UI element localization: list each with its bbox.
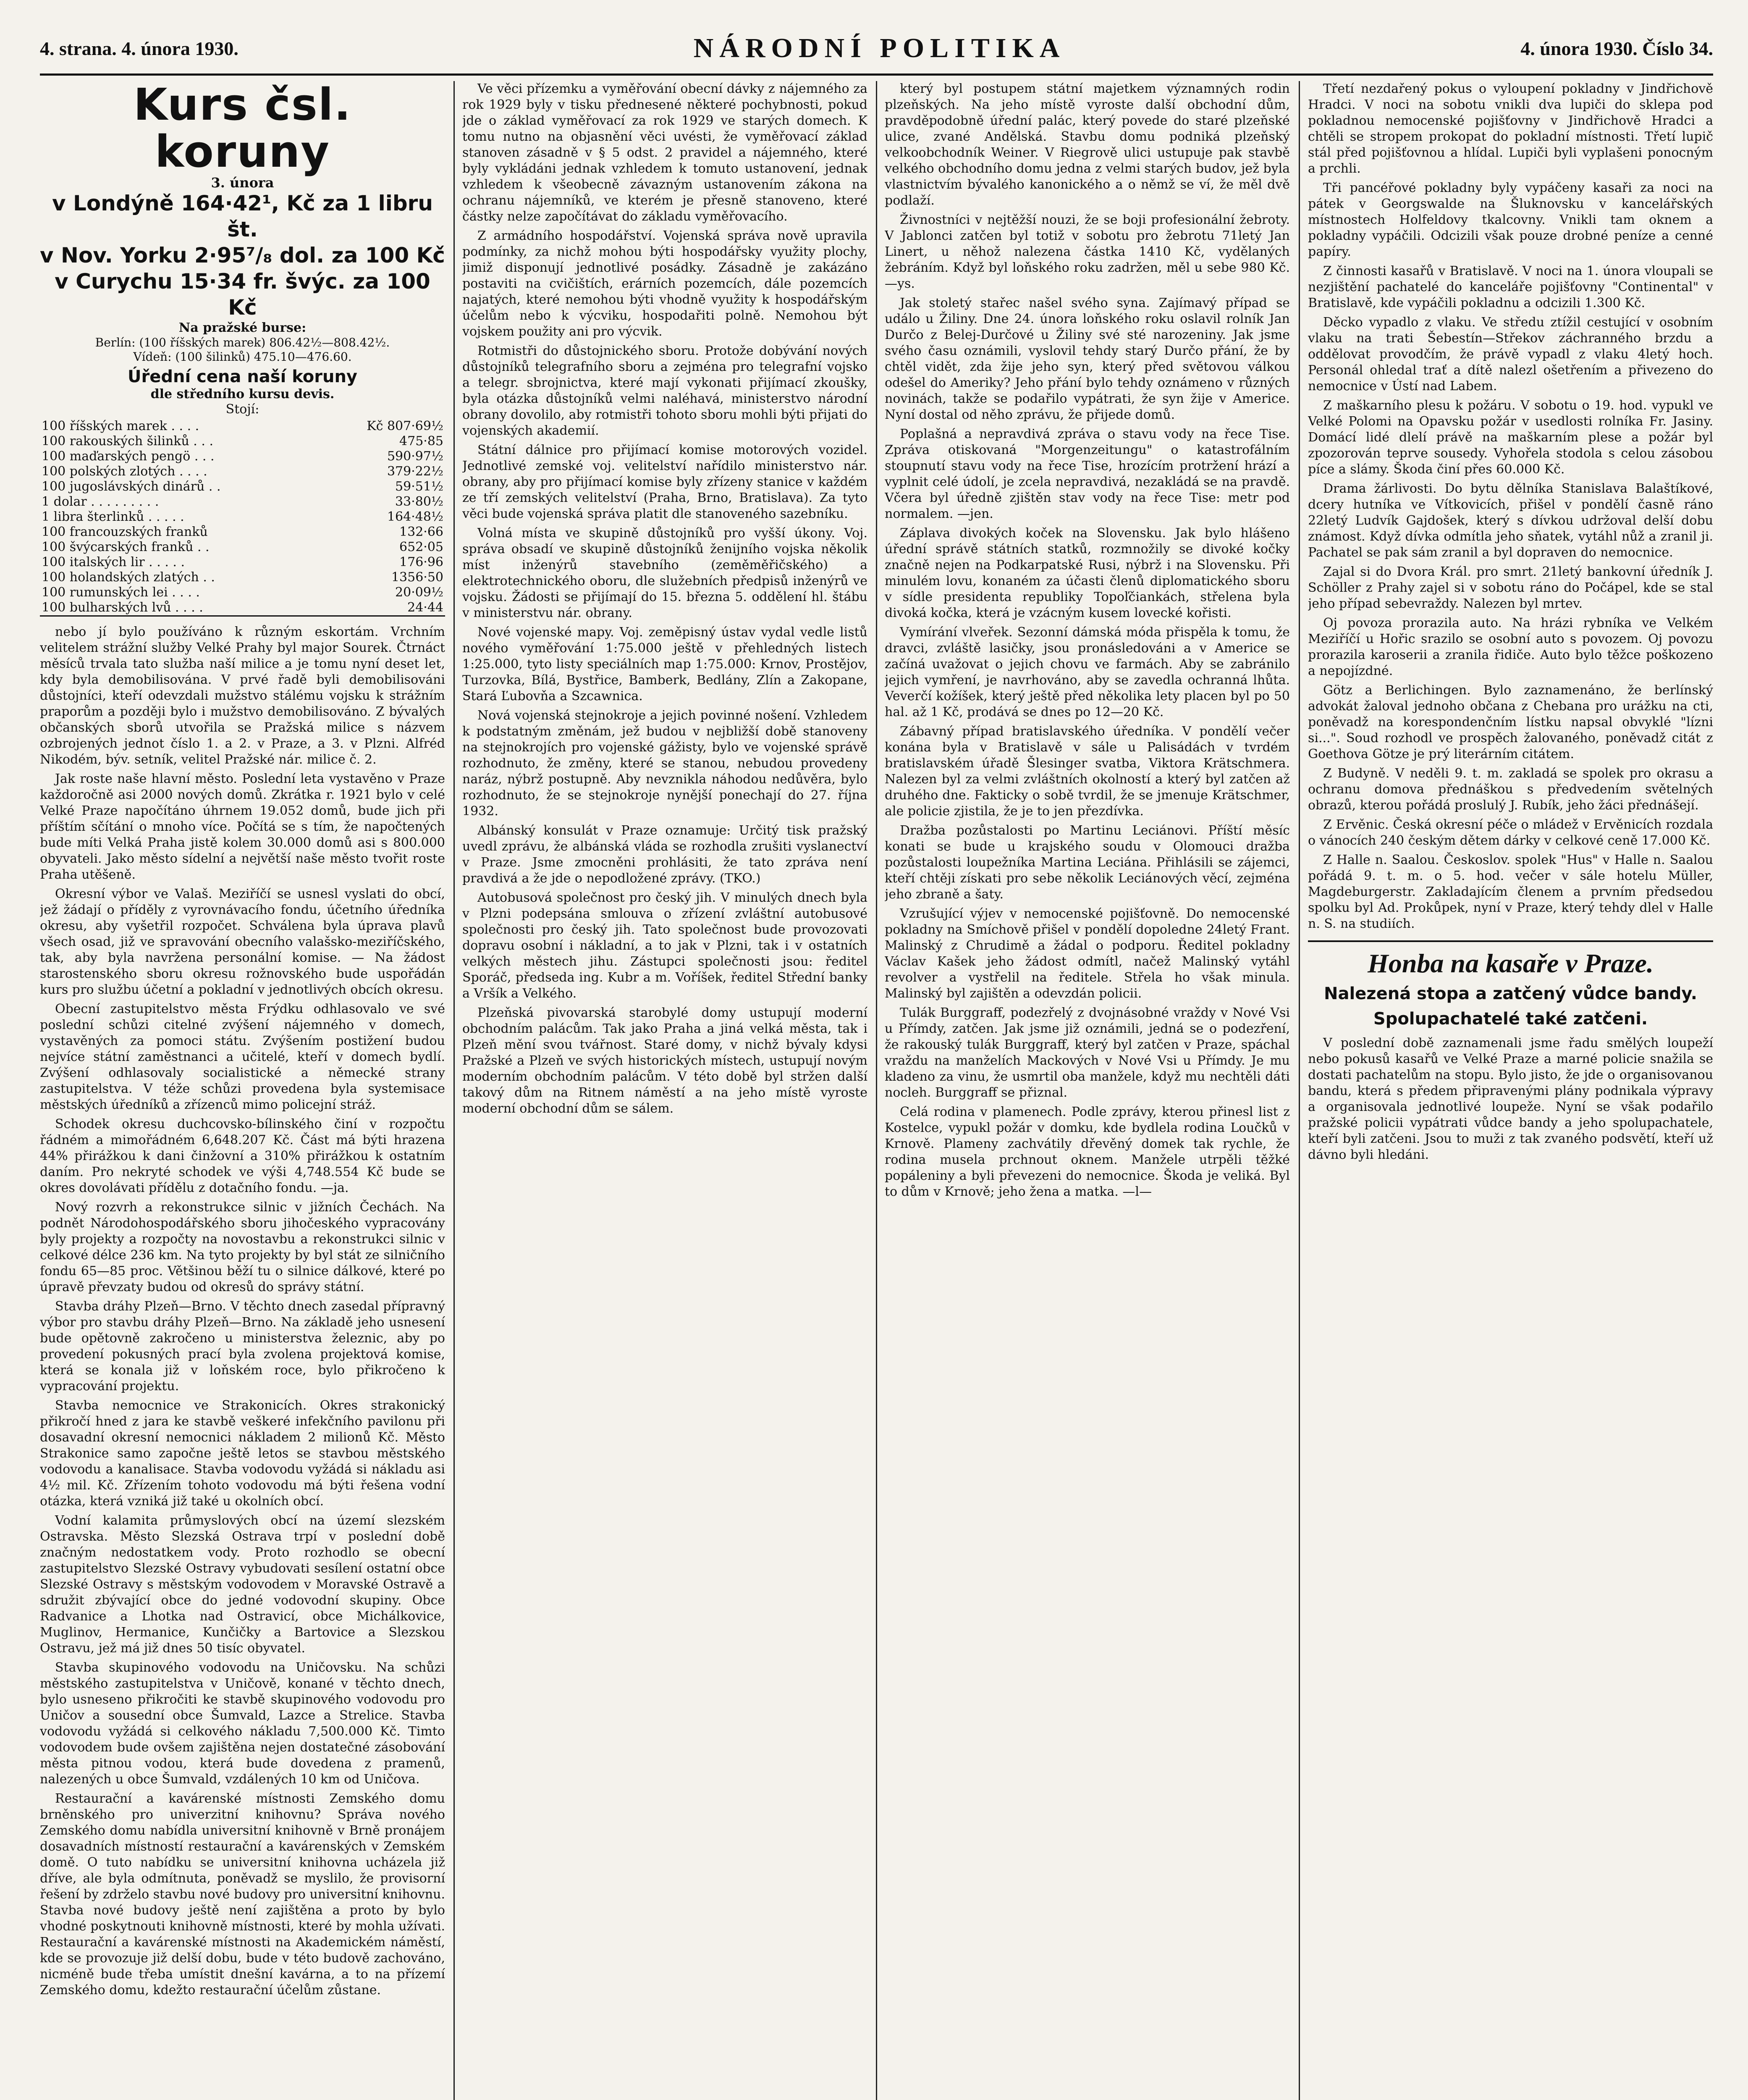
feature-subheadline-2: Spolupachatelé také zatčeni. <box>1373 1009 1648 1029</box>
article-paragraph: Jak roste naše hlavní město. Poslední leta vystavěno v Praze každoročně asi 2000 nových domů. Zkrátka r. 1921 bylo v celé Velké Praze napočítáno úhrnem 19.052 domů, bude jich při příštím sčítání o mnoho více. Počítá se s tím, že napočtených bude míti Velká Praha jistě kolem 30.000 domů asi s 800.000 obyvateli. Jako město sídelní a největší naše město tvořit roste Praha utěšeně. <box>40 772 445 882</box>
article-paragraph: Zajal si do Dvora Král. pro smrt. 21letý bankovní úředník J. Schöller z Prahy zajel si v sobotu ráno do Počápel, kde se stal jeho případ sebevraždy. Nalezen byl mrtev. <box>1308 564 1713 611</box>
official-price-subheading: dle středního kursu devis. <box>150 387 335 402</box>
rate-row <box>40 555 445 570</box>
kurs-zurich: v Curychu 15·34 fr. švýc. za 100 Kč <box>55 269 430 320</box>
page-number-date: 4. strana. 4. února 1930. <box>40 37 238 59</box>
rate-row <box>40 509 445 525</box>
article-paragraph: Děcko vypadlo z vlaku. Ve středu ztížil cestující v osobním vlaku na trati Šebestín—Střekov záchranného brzdu a oddělovat provodčím, že právě vypadl z vlaku 4letý hoch. Personál ohledal trať a dítě nalezl ošetřením a přivezeno do nemocnice v Ústí nad Labem. <box>1308 315 1713 394</box>
rate-currency: 100 švýcarských franků . . <box>42 540 210 554</box>
column-3-articles <box>885 81 1290 1200</box>
rate-value: 20·09½ <box>395 585 443 600</box>
rate-value: 33·80½ <box>395 494 443 509</box>
rate-row <box>40 419 445 434</box>
rate-currency: 100 maďarských pengö . . . <box>42 449 215 464</box>
article-paragraph: Poplašná a nepravdivá zpráva o stavu vody na řece Tise. Zpráva otiskovaná "Morgenzeitungu" o katastrofálním stoupnutí stavu vody na řece Tise, hrozícím protržení hrází a vyplnit celé údolí, je zcela nepravdivá, nezakládá se na pravdě. Včera byl úředně zjištěn stav vody na řece Tise: metr pod normalem. —jen. <box>885 427 1290 521</box>
feature-text: V poslední době zaznamenali jsme řadu smělých loupeží nebo pokusů kasařů ve Velké Praze a marné policie snažila se dostati pachatelům na stopu. Bylo jisto, že jde o organisovanou bandu, která s předem připravenými plány podnikala výpravy a organisovala jednotlivé loupeže. Nyní se však podařilo pražské policii vypátrati vůdce bandy a jeho spolupachatele, kteří byli zatčeni. Jsou to muži z tak zvaného podsvětí, kteří už dávno byli hledáni. <box>1308 1036 1713 1162</box>
article-paragraph: nebo jí bylo používáno k různým eskortám. Vrchním velitelem strážní služby Velké Prahy byl major Sourek. Čtrnáct měsíců trvala tato služba naší milice a je tomu nyní deset let, kdy byla demobilisována. V prvé řadě byli demobilisováni důstojníci, kteří odevzdali mužstvo stálému vojsku k strážním praporům a později bylo i mužstvo demobilisováno. Z bývalých občanských sborů utvořila se Pražská milice s názvem ozbrojených jednot číslo 1. a 2. v Praze, a 3. v Plzni. Alfréd Nikodém, býv. setník, velitel Pražské nár. milice č. 2. <box>40 625 445 767</box>
feature-headline: Honba na kasaře v Praze. <box>1368 948 1654 978</box>
article-paragraph: Tři pancéřové pokladny byly vypáčeny kasaři za noci na pátek v Georgswalde na Šluknovsku v kancelářských místnostech Holfeldovy tkalcovny. Vnikli tam oknem a pokladny vypáčili. Odcizili však pouze drobné peníze a cenné papíry. <box>1308 181 1713 259</box>
rate-value: 164·48½ <box>387 509 443 524</box>
article-paragraph: Z Ervěnic. Česká okresní péče o mládež v Ervěnicích rozdala o vánocích 240 českým dětem dárky v celkové ceně 17.000 Kč. <box>1308 817 1713 848</box>
kurs-heading: Kurs čsl. koruny <box>134 81 351 177</box>
rate-value: 1356·50 <box>391 570 443 585</box>
article-paragraph: Drama žárlivosti. Do bytu dělníka Stanislava Balaštíkové, dcery hutníka ve Vítkovicích, přišel v pondělí časně ráno 22letý Ludvík Gajdošek, který s dívkou udržoval delší dobu známost. Když dívka odmítla jeho sňatek, vytáhl nůž a zranil ji. Pachatel se pak sám zranil a byl dopraven do nemocnice. <box>1308 481 1713 560</box>
rate-value: 24·44 <box>407 600 443 615</box>
rate-value: Kč 807·69½ <box>367 419 443 433</box>
article-paragraph: Z Halle n. Saalou. Českoslov. spolek "Hus" v Halle n. Saalou pořádá 9. t. m. o 5. hod. večer v sále hotelu Müller, Magdeburgerstr. Zakladajícím členem a prvním předsedou spolku byl Ad. Prokůpek, nyní v Praze, který tehdy dlel v Halle n. S. na studiích. <box>1308 853 1713 931</box>
article-paragraph: Z činnosti kasařů v Bratislavě. V noci na 1. února vloupali se nezjištění pachatelé do kanceláře pojišťovny "Continental" v Bratislavě, kde vypáčili pokladnu a odcizili 1.300 Kč. <box>1308 264 1713 310</box>
rate-value: 475·85 <box>399 434 443 449</box>
column-4 <box>1308 81 1713 2100</box>
exchange-rate-table <box>40 419 445 617</box>
rate-currency: 100 rakouských šilinků . . . <box>42 434 213 449</box>
rate-row <box>40 479 445 494</box>
article-paragraph: Ve věci přízemku a vyměřování obecní dávky z nájemného za rok 1929 byly v tisku přednesené některé pochybnosti, pokud jde o základ vyměřovací za rok 1929 ve starých domech. K tomu nutno na objasnění věci uvésti, že vyměřovací základ stanoven zásadně v § 5 odst. 2 pravidel a nájemného, které byly vykládáni jednak vzhledem k tomuto ustanovení, jednak vzhledem k všeobecně závazným ustanovením zákona na ochranu nájemníků, ve kterém je přesně stanoveno, které částky nelze započítávat do základu vyměřovacího. <box>462 81 867 224</box>
rate-currency: 100 jugoslávských dinárů . . <box>42 479 221 494</box>
column-2-articles <box>462 81 867 1117</box>
rate-value: 176·96 <box>399 555 443 570</box>
article-paragraph: Stavba skupinového vodovodu na Uničovsku. Na schůzi městského zastupitelstva v Uničově, konané v těchto dnech, bylo usneseno přikročiti ke stavbě skupinového vodovodu pro Uničov a sousední obce Šumvald, Lazce a Strelice. Stavba vodovodu vyžádá si celkového nákladu 7,500.000 Kč. Timto vodovodem bude ovšem zajištěna nejen dostatečné zásobování města pitnou vodou, která bude dovedena z pramenů, nalezených u obce Šumvald, vzdálených 10 km od Uničova. <box>40 1660 445 1787</box>
rate-currency: 100 polských zlotých . . . . <box>42 464 207 479</box>
article-paragraph: Oj povoza prorazila auto. Na hrázi rybníka ve Velkém Meziříčí u Hořic srazilo se osobní auto s povozem. Oj povozu prorazila karoserii a zranila řidiče. Auto bylo těžce poškozeno a nepojízdné. <box>1308 616 1713 678</box>
kurs-london: v Londýně 164·42¹, Kč za 1 libru št. <box>52 191 433 242</box>
rate-currency: 100 holandských zlatých . . <box>42 570 215 585</box>
article-paragraph: Živnostníci v nejtěžší nouzi, že se boji profesionální žebroty. V Jablonci zatčen byl totiž v sobotu pro žebrotu 71letý Jan Linert, u něhož nalezena částka 1410 Kč, vydělaných žebráním. Když byl loňského roku zadržen, měl u sebe 980 Kč. —ys. <box>885 213 1290 291</box>
article-paragraph: Z armádního hospodářství. Vojenská správa nově upravila podmínky, za nichž mohou býti hospodářsky využity plochy, jimiž disponují jednotlivé posádky. Zásadně je zakázáno postaviti na cvičištích, erárních pozemcích, dále pozemcích najatých, které nemohou býti vhodně využity k hospodářským účelům nebo k výcviku, hospodařiti polně. Nemohou být vojskem použity ani pro výcvik. <box>462 228 867 339</box>
rate-currency: 1 dolar . . . . . . . . . <box>42 494 159 509</box>
article-paragraph: Götz a Berlichingen. Bylo zaznamenáno, že berlínský advokát žaloval jednoho občana z Chebana pro urážku na cti, poněvadž na korespondenčním lístku napsal obvyklé "lízni si...". Soud rozhodl ve prospěch žalovaného, poněvadž citát z Goethova Götze je prý literárním citátem. <box>1308 683 1713 761</box>
article-paragraph: Schodek okresu duchcovsko-bílinského činí v rozpočtu řádném a mimořádném 6,648.207 Kč. Část má býti hrazena 44% přirážkou k dani činžovní a 310% přirážkou k ostatním daním. Pro nekryté schodek ve výši 4,748.554 Kč bude se okres dovolávati přídělu z dotačního fondu. —ja. <box>40 1117 445 1195</box>
article-paragraph: Nové vojenské mapy. Voj. zeměpisný ústav vydal vedle listů nového vyměřování 1:75.000 ještě v přehledných listech 1:25.000, tyto listy speciálních map 1:75.000: Krnov, Prostějov, Turzovka, Bílá, Bystřice, Bamberk, Bedlány, Zlín a Zakopane, Stará Ľubovňa a Szcawnica. <box>462 625 867 704</box>
article-paragraph: Obecní zastupitelstvo města Frýdku odhlasovalo ve své poslední schůzi citelné zvýšení nájemného v domech, vystavěných za pomoci státu. Zvýšením postižení budou nejvíce státní zaměstnanci a učitelé, kteří v domech bydlí. Zvýšení odhlasovaly socialistické a německé strany zastupitelstva. V téže schůzi provedena byla systemisace městských úředníků a zřízenců mimo policejní stráž. <box>40 1002 445 1112</box>
rate-currency: 100 říšských marek . . . . <box>42 419 199 433</box>
rate-value: 379·22½ <box>387 464 443 479</box>
rate-row <box>40 600 445 616</box>
article-paragraph: Zábavný případ bratislavského úředníka. V pondělí večer konána byla v Bratislavě v sále u Palisádách v tvrdém bratislavském úřadě Šlesinger svatba, Viktora Krätschmera. Nalezen byl za velmi zvláštních okolností a který byl zatčen až druhého dne. Fakticky o sobě tvrdil, že se jmenuje Krätschmer, ale policie zjistila, že je to jen přezdívka. <box>885 724 1290 819</box>
article-paragraph: Nová vojenská stejnokroje a jejich povinné nošení. Vzhledem k podstatným změnám, jež budou v nejbližší době stanoveny na stejnokrojích pro vojenské gážisty, bylo ve vojenské správě rozhodnuto, že změny, které se stanou, nebudou provedeny naráz, nýbrž postupně. Aby nevznikla náhodou nedůvěra, bylo rozhodnuto, že se stejnokroje nynější ponechají do 27. října 1932. <box>462 708 867 819</box>
rate-currency: 100 francouzských franků <box>42 525 208 539</box>
article-paragraph: Restaurační a kavárenské místnosti Zemského domu brněnského pro univerzitní knihovnu? Správa nového Zemského domu nabídla universitní knihovně v Brně pronájem dosavadních místností restaurační a kavárenských v Zemském domě. O tuto nabídku se universitní knihovna ucházela již dříve, ale byla odmítnuta, poněvadž se myslilo, že provisorní řešení by zdrželo stavbu nové budovy pro universitní knihovnu. Stavba nové budovy ještě není zajištěna a proto by bylo vhodné poskytnouti knihovně místnosti, které by mohla užívati. Restaurační a kavárenské místnosti na Akademickém náměstí, kde se provozuje již delší dobu, bude v této budově zachováno, nicméně bude třeba umístit dnešní kavárna, a to na přízemí Zemského domu, kdežto restaurační účelům zůstane. <box>40 1791 445 1998</box>
article-paragraph: Z Budyně. V neděli 9. t. m. zakladá se spolek pro okrasu a ochranu domova přednáškou s předvedením světelných obrazů, kterou pořádá proslulý J. Rubík, jeho žáci přednášejí. <box>1308 766 1713 813</box>
article-paragraph: Vzrušující výjev v nemocenské pojišťovně. Do nemocenské pokladny na Smíchově přišel v pondělí dopoledne 24letý Frant. Malinský z Chrudimě a žádal o podporu. Ředitel pokladny Václav Kašek jeho žádost odmítl, načež Malinský vytáhl revolver a vystřelil na ředitele. Střela ho však minula. Malinský byl zajištěn a odevzdán policii. <box>885 906 1290 1001</box>
column-3 <box>885 81 1290 2100</box>
kurs-vienna: Vídeň: (100 šilinků) 475.10—476.60. <box>133 350 352 364</box>
kurs-berlin: Berlín: (100 říšských marek) 806.42½—808.42½. <box>95 336 390 349</box>
masthead <box>40 23 1713 76</box>
rate-value: 652·05 <box>399 540 443 554</box>
official-price-heading: Úřední cena naší koruny <box>128 367 357 386</box>
kurs-newyork: v Nov. Yorku 2·95⁷/₈ dol. za 100 Kč <box>40 243 445 268</box>
article-paragraph: Stavba dráhy Plzeň—Brno. V těchto dnech zasedal přípravný výbor pro stavbu dráhy Plzeň—Brno. Na základě jeho usnesení bude opětovně zakročeno u ministerstva železnic, aby po provedení pokusných prací byla zvolena projektová komise, která se konala již v loňském roce, bylo přikročeno k vypracování projektu. <box>40 1299 445 1394</box>
rate-row <box>40 494 445 509</box>
article-paragraph: který byl postupem státní majetkem významných rodin plzeňských. Na jeho místě vyroste další obchodní dům, pravděpodobně úřední palác, který povede do staré plzeňské ulice, zvané Andělská. Stavbu domu podniká plzeňský velkoobchodník Weiner. V Riegrově ulici ustupuje pak stavbě velkého obchodního domu jedna z velmi starých budov, jež byla vlastnictvím bývalého kanonického a o němž se ví, že měl dvě podlaží. <box>885 81 1290 208</box>
kurs-date: 3. února <box>211 175 274 191</box>
article-paragraph: Třetí nezdařený pokus o vyloupení pokladny v Jindřichově Hradci. V noci na sobotu vnikli dva lupiči do sklepa pod pokladnou nemocenské pojišťovny v Jindřichově Hradci a chtěli se stropem prokopat do pokladní místnosti. Třetí lupič stál před pojišťovnou a hlídal. Lupiči byli vyplašeni ponocným a prchli. <box>1308 81 1713 176</box>
column-1-articles <box>40 624 445 1998</box>
article-paragraph: Celá rodina v plamenech. Podle zprávy, kterou přinesl list z Kostelce, vypukl požár v domku, kde bydlela rodina Loučků v Krnově. Plameny zachvátily dřevěný domek tak rychle, že rodina musela prchnout oknem. Manžele utrpěli těžké popáleniny a byli převezeni do nemocnice. Škoda je veliká. Byl to dům v Krnově; jeho žena a matka. —l— <box>885 1105 1290 1199</box>
kurs-burse: Na pražské burse: <box>178 320 307 335</box>
rate-value: 132·66 <box>399 525 443 539</box>
rate-currency: 100 rumunských lei . . . . <box>42 585 200 600</box>
article-paragraph: Z maškarního plesu k požáru. V sobotu o 19. hod. vypukl ve Velké Polomi na Opavsku požár v usedlosti rolníka Fr. Jasiny. Domácí lidé dlelí právě na maškarním plese a požár byl zpozorován teprve sousedy. Vyhořela stodola s celou zásobou píce a slámy. Škoda činí přes 60.000 Kč. <box>1308 398 1713 477</box>
rate-currency: 100 italských lir . . . . . <box>42 555 185 570</box>
newspaper-page <box>40 23 1713 2100</box>
article-paragraph: Státní dálnice pro přijímací komise motorových vozidel. Jednotlivé zemské voj. velitelství nařídilo ministerstvo nár. obrany, aby pro přijímací komise byly zřízeny stanice v každém ze tří zemských velitelství (Praha, Brno, Bratislava). Za tyto věci bude vojenská správa platit dle stanoveného sazebníku. <box>462 443 867 521</box>
article-paragraph: Vymírání vlveřek. Sezonní dámská móda přispěla k tomu, že dravci, zvláště lasičky, jsou pronásledováni a v Americe se začíná uvažovat o jejich chovu ve farmách. Aby se zabránilo jejich vymření, je navrhováno, aby se zavedla ochranná lhůta. Veverčí kožíšek, který ještě před několika lety placen byl po 50 hal. až 1 Kč, prodává se dnes po 12—20 Kč. <box>885 625 1290 719</box>
article-paragraph: Nový rozvrh a rekonstrukce silnic v jižních Čechách. Na podnět Národohospodářského sboru jihočeského vypracovány byly projekty a rozpočty na novostavbu a rekonstrukci silnic v celkové délce 236 km. Na tyto projekty by byl stát ze silničního fondu 65—85 proc. Většinou běží tu o silnice dálkové, které po úpravě převzaty budou od okresů do správy státní. <box>40 1200 445 1294</box>
rate-currency: 100 bulharských lvů . . . . <box>42 600 203 615</box>
feature-subheadline-1: Nalezená stopa a zatčený vůdce bandy. <box>1324 984 1697 1003</box>
article-paragraph: Autobusová společnost pro český jih. V minulých dnech byla v Plzni podepsána smlouva o zřízení zvláštní autobusové společnosti pro český jih. Tato společnost bude provozovati dopravu osobní i nákladní, a to jak v Plzni, tak i v ostatních velkých městech jihu. Zástupci společnosti jsou: ředitel Sporáč, předseda ing. Kubr a m. Voříšek, ředitel Střední banky a Vršík a Velkého. <box>462 890 867 1001</box>
article-paragraph: Albánský konsulát v Praze oznamuje: Určitý tisk pražský uvedl zprávu, že albánská vláda se rozhodla zrušiti vyslanectví v Praze. Jsme zmocněni prohlásiti, že tato zpráva není pravdivá a že jde o nepodložené zprávy. (TKO.) <box>462 823 867 886</box>
article-paragraph: Okresní výbor ve Valaš. Meziříčí se usnesl vyslati do obcí, jež žádají o příděly z vyrovnávacího fondu, účetního úředníka okresu, aby vyšetřil rozpočet. Schválena byla úprava plavů všech osad, již ve spravování obecního valašsko-meziříčského, tak, aby byla navržena personální komise. — Na žádost starostenského sboru okresu rožnovského bude uspořádán kurs pro službu účetní a pokladní v jednotlivých obcích okresu. <box>40 887 445 997</box>
article-paragraph: Plzeňská pivovarská starobylé domy ustupují moderní obchodním palácům. Tak jako Praha a jiná velká města, tak i Plzeň mění svou tvářnost. Staré domy, v nichž bývaly kdysi Pražské a Plzeň ve svých historických místech, ustupují novým moderním obchodním palácům. V této době byl stržen další takový dům na Ritnem náměstí a na jeho místě vyroste moderní obchodní dům se sálem. <box>462 1005 867 1116</box>
feature-article <box>1308 940 1713 1163</box>
rate-row <box>40 464 445 479</box>
rate-row <box>40 570 445 585</box>
article-paragraph: Dražba pozůstalosti po Martinu Leciánovi. Příští měsíc konati se bude u krajského soudu v Olomouci dražba pozůstalosti loupežníka Martina Leciána. Přihlásili se zájemci, kteří chtěji získati pro sebe několik Leciánových věcí, zejména jeho zbraně a šaty. <box>885 823 1290 902</box>
rates-label: Stojí: <box>225 402 259 417</box>
article-paragraph: Vodní kalamita průmyslových obcí na území slezském Ostravska. Město Slezská Ostrava trpí v poslední době značným nedostatkem vody. Proto rozhodlo se obecní zastupitelstvo Slezské Ostravy vybudovati sesílení ostatní obce Slezské Ostravy s městským vodovodem v Moravské Ostravě a sdružit zbývající obce do jedné vodovodní skupiny. Obce Radvanice a Lhotka nad Ostravicí, obce Michálkovice, Muglinov, Hermanice, Kunčičky a Bartovice a Slezskou Ostravu, jež má již dnes 50 tisíc obyvatel. <box>40 1513 445 1656</box>
rate-row <box>40 585 445 600</box>
rate-value: 590·97½ <box>387 449 443 464</box>
newspaper-title: NÁRODNÍ POLITIKA <box>693 33 1066 63</box>
article-paragraph: Stavba nemocnice ve Strakonicích. Okres strakonický přikročí hned z jara ke stavbě veškeré infekčního pavilonu při dosavadní okresní nemocnici nákladem 2 milionů Kč. Město Strakonice samo započne ještě letos se stavbou městského vodovodu a kanalisace. Stavba vodovodu vyžádá si nákladu asi 4½ mil. Kč. Zřízením tohoto vodovodu má býti řešena vodní otázka, která vzniká již také u okolních obcí. <box>40 1398 445 1509</box>
issue-date-number: 4. února 1930. Číslo 34. <box>1520 37 1713 59</box>
article-paragraph: Tulák Burggraff, podezřelý z dvojnásobné vraždy v Nové Vsi u Přímdy, zatčen. Jak jsme již oznámili, jedná se o podezření, že rakouský tulák Burggraff, který byl zatčen v Praze, spáchal vraždu na manželích Mackových v Nové Vsi u Přímdy. Je mu kladeno za vinu, že usmrtil oba manžele, když mu nechtěli dáti nocleh. Burggraff se přiznal. <box>885 1005 1290 1100</box>
article-paragraph: Volná místa ve skupině důstojníků pro vyšší úkony. Voj. správa obsadí ve skupině důstojníků ženijního vojska několik míst inženýrů stavebního (zeměměřičského) a elektrotechnického oboru, dle služebních předpisů inženýrů ve vojsku. Žádosti se přijímají do 15. března 5. oddělení hl. štábu v ministerstvu nár. obrany. <box>462 526 867 620</box>
article-paragraph: Rotmistři do důstojnického sboru. Protože dobývání nových důstojníků telegrafního sboru a zejména pro telegrafní vojsko a telegr. sbrojnictva, které mají vykonati přijímací zkoušky, byla otázka důstojníků velmi naléhavá, ministerstvo národní obrany dovolilo, aby rotmistři tohoto sboru mohli býti přijati do vojenských akademií. <box>462 344 867 438</box>
column-1 <box>40 81 445 2100</box>
rate-currency: 1 libra šterlinků . . . . . <box>42 509 184 524</box>
rate-row <box>40 540 445 555</box>
article-paragraph: Jak stoletý stařec našel svého syna. Zajímavý případ se událo u Žiliny. Dne 24. února loňského roku oslavil rolník Jan Durčo z Belej-Durčové u Žiliny své sté narozeniny. Jak jsme svého času oznámili, vyslovil tehdy starý Durčo přání, že by chtěl vidět, zda žije jeho syn, který před světovou válkou odešel do Ameriky? Jeho přání bylo tehdy oznámeno v různých novinách, takže se podařilo vypátrati, že syn žije v Americe. Nyní dostal od něho zprávu, že přijede domů. <box>885 296 1290 422</box>
rate-row <box>40 434 445 449</box>
rate-row <box>40 449 445 464</box>
column-4-articles <box>1308 81 1713 932</box>
rate-value: 59·51½ <box>395 479 443 494</box>
column-2 <box>462 81 867 2100</box>
article-paragraph: Záplava divokých koček na Slovensku. Jak bylo hlášeno úřední správě státních statků, rozmnožily se divoké kočky značně nejen na Podkarpatské Rusi, nýbrž i na Slovensku. Při minulém lovu, konaném za účasti členů diplomatického sboru v sídle presidenta republiky Topoľčiankách, střelena byla divoká kočka, která je vzácným kusem lovecké kořisti. <box>885 526 1290 620</box>
rate-row <box>40 525 445 540</box>
